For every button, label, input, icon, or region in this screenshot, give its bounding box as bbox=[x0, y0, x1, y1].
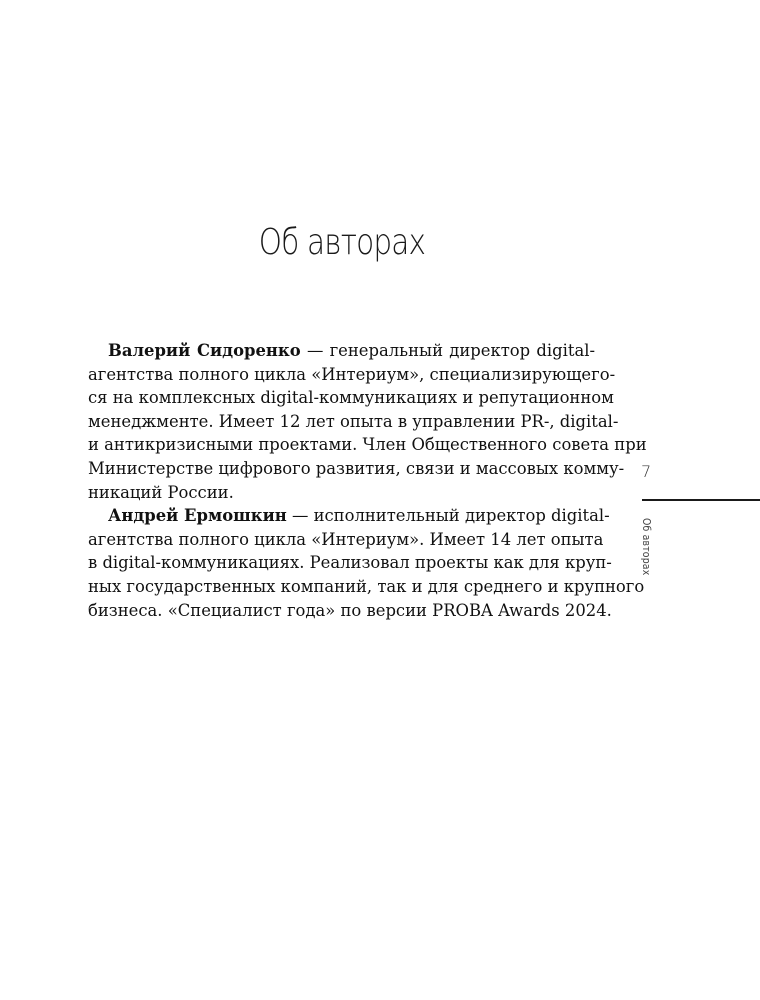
text-line: агентства полного цикла «Интериум». Имеет 14 лет опыта bbox=[88, 529, 604, 549]
text-line: и антикризисными проектами. Член Общественного совета при bbox=[88, 435, 647, 455]
author-paragraph bbox=[88, 504, 645, 622]
page-number: 7 bbox=[641, 462, 652, 481]
text-line: агентства полного цикла «Интериум», специализирующего- bbox=[88, 364, 616, 384]
page-title: Об авторах bbox=[258, 222, 426, 263]
running-head: Об авторах bbox=[640, 518, 653, 576]
text-line: ных государственных компаний, так и для среднего и крупного bbox=[88, 576, 645, 596]
author-name: Валерий Сидоренко bbox=[108, 341, 301, 360]
folio-rule bbox=[642, 499, 760, 501]
text-line: бизнеса. «Специалист года» по версии PROBA Awards 2024. bbox=[88, 600, 612, 620]
text-line: Валерий Сидоренко — генеральный директор digital- bbox=[108, 341, 595, 360]
author-paragraph bbox=[88, 339, 647, 504]
text-line: в digital-коммуникациях. Реализовал проекты как для круп- bbox=[88, 553, 612, 573]
text-line: Министерстве цифрового развития, связи и массовых комму- bbox=[88, 458, 625, 478]
text-line: менеджменте. Имеет 12 лет опыта в управлении PR-, digital- bbox=[88, 411, 619, 431]
text-line: Андрей Ермошкин — исполнительный директор digital- bbox=[108, 506, 610, 526]
author-name: Андрей Ермошкин bbox=[108, 506, 287, 526]
text-line: ся на комплексных digital-коммуникациях и репутационном bbox=[88, 388, 614, 408]
text-line: никаций России. bbox=[88, 482, 234, 502]
